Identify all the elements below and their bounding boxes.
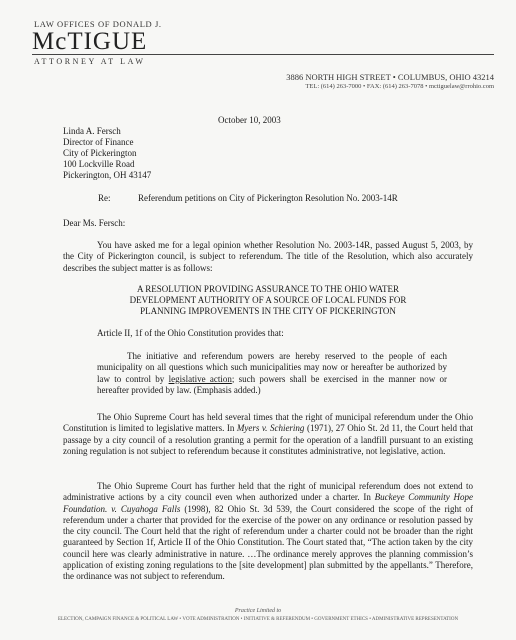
paragraph-request: You have asked me for a legal opinion whether Resolution No. 2003-14R, passed August 5, 2003, by the City of Pickerington council, is subject to referendum. The title of the Resolution, which also accurately describes the subject matter is as follows: [63, 240, 473, 273]
recipient-line: Pickerington, OH 43147 [63, 170, 152, 180]
constitution-quote: The initiative and referendum powers are hereby reserved to the people of each municipality on all questions which such municipalities may now or hereafter be authorized by law to control by legislative action; such powers shall be exercised in the manner now or hereafter provided by law. (Emphasis added.) [97, 351, 447, 395]
paragraph-myers: The Ohio Supreme Court has held several times that the right of municipal referendum under the Ohio Constitution is limited to legislative matters. In Myers v. Schiering (1971), 27 Ohio St. 2d 11, the Court held that passage by a city council of a resolution granting a permit for the operation of a landfill pursuant to an existing zoning regulation is not subject to referendum because it constitutes administrative, not legislative, action. [63, 412, 473, 456]
recipient-line: Linda A. Fersch [63, 126, 121, 136]
resolution-title-line: PLANNING IMPROVEMENTS IN THE CITY OF PICKERINGTON [140, 306, 396, 316]
letterhead-subtitle: ATTORNEY AT LAW [34, 57, 146, 66]
resolution-title-line: A RESOLUTION PROVIDING ASSURANCE TO THE OHIO WATER [136, 284, 400, 294]
footer-practice: Practice Limited to [234, 608, 282, 614]
letterhead-rule [32, 54, 494, 55]
recipient-line: City of Pickerington [63, 148, 137, 158]
case-myers: Myers v. Schiering [236, 423, 305, 434]
footer-areas: ELECTION, CAMPAIGN FINANCE & POLITICAL LAW • VOTE ADMINISTRATION • INITIATIVE & REFERENDUM • GOVERNMENT ETHICS • ADMINISTRATIVE REPRESENTATION [57, 617, 459, 622]
letterhead-contact: TEL: (614) 263-7000 • FAX: (614) 263-7078 • mctiguelaw@rrohio.com [305, 83, 494, 90]
re-subject: Referendum petitions on City of Pickerington Resolution No. 2003-14R [138, 193, 398, 203]
resolution-title-line: DEVELOPMENT AUTHORITY OF A SOURCE OF LOCAL FUNDS FOR [129, 295, 407, 305]
letterhead-name: McTIGUE [32, 28, 148, 55]
salutation: Dear Ms. Fersch: [63, 218, 126, 228]
paragraph-buckeye: The Ohio Supreme Court has further held that the right of municipal referendum does not extend to administrative actions by a city council even when authorized under a charter. In Buckeye Community Hope Foundation. v. Cuyahoga Falls (1998), 82 Ohio St. 3d 539, the Court considered the scope of the right of referendum under a charter that provided for the exercise of the power on any ordinance or resolution passed by the city council. The Court held that the right of referendum under a charter could not be broader than the right guaranteed by Section 1f, Article II of the Ohio Constitution. The Court stated that, “The action taken by the city council here was clearly administrative in nature. …The ordinance merely approves the planning commission’s application of existing zoning regulations to the [site development] plan submitted by the appellants.” Therefore, the ordinance was not subject to referendum. [63, 481, 474, 582]
article-intro: Article II, 1f of the Ohio Constitution provides that: [97, 328, 284, 338]
recipient-line: 100 Lockville Road [63, 159, 135, 169]
re-label: Re: [98, 193, 111, 203]
case-buckeye: Buckeye Community Hope Foundation. v. Cuyahoga Falls [63, 492, 474, 514]
letterhead-address: 3886 NORTH HIGH STREET • COLUMBUS, OHIO 43214 [286, 72, 494, 82]
emphasis-legislative-action: legislative action [168, 373, 232, 384]
letterhead-firm-prefix: LAW OFFICES OF DONALD J. [34, 19, 162, 29]
recipient-line: Director of Finance [63, 137, 134, 147]
letter-date: October 10, 2003 [218, 115, 281, 125]
